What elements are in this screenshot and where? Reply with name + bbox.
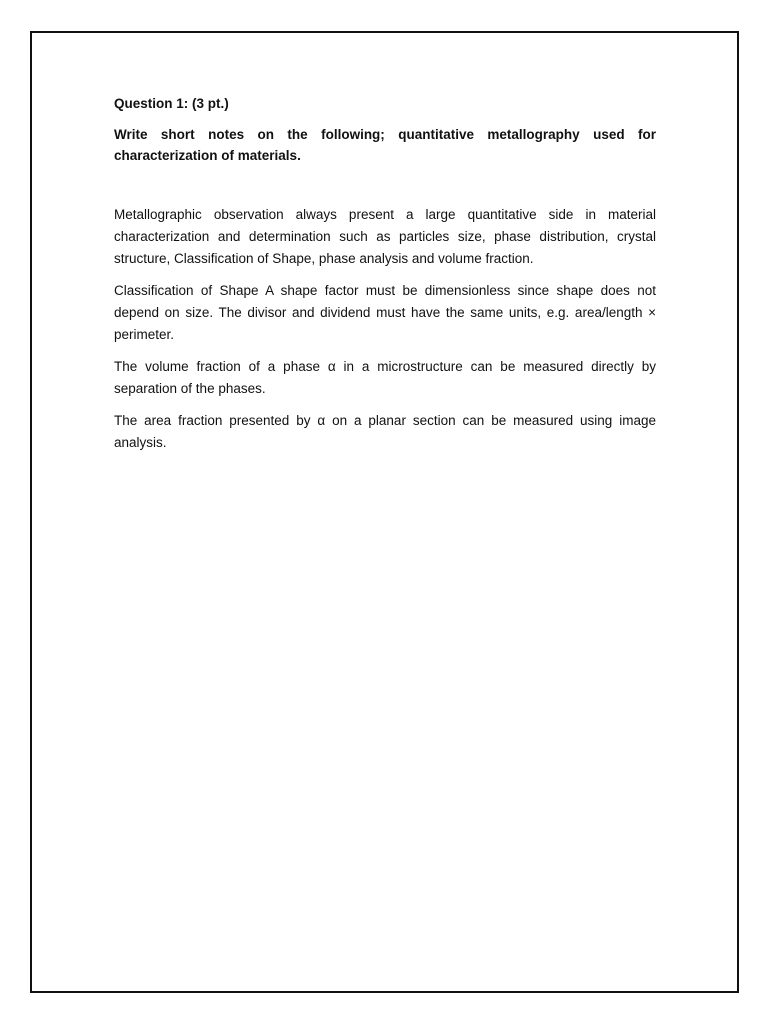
answer-paragraph: The volume fraction of a phase α in a microstructure can be measured directly by separation of the phases.: [114, 359, 656, 396]
answer-paragraph: Metallographic observation always present a large quantitative side in material characterization and determination such as particles size, phase distribution, crystal structure, Classification of Shape, phase analysis and volume fraction.: [114, 207, 656, 266]
question-prompt: Write short notes on the following; quantitative metallography used for characterization of materials.: [114, 127, 656, 163]
page-frame: [30, 31, 739, 993]
answer-paragraph: The area fraction presented by α on a planar section can be measured using image analysis.: [114, 413, 656, 450]
answer-paragraph: Classification of Shape A shape factor must be dimensionless since shape does not depend on size. The divisor and dividend must have the same units, e.g. area/length × perimeter.: [114, 283, 656, 342]
document-content: [114, 95, 656, 464]
question-heading: Question 1: (3 pt.): [114, 96, 229, 111]
